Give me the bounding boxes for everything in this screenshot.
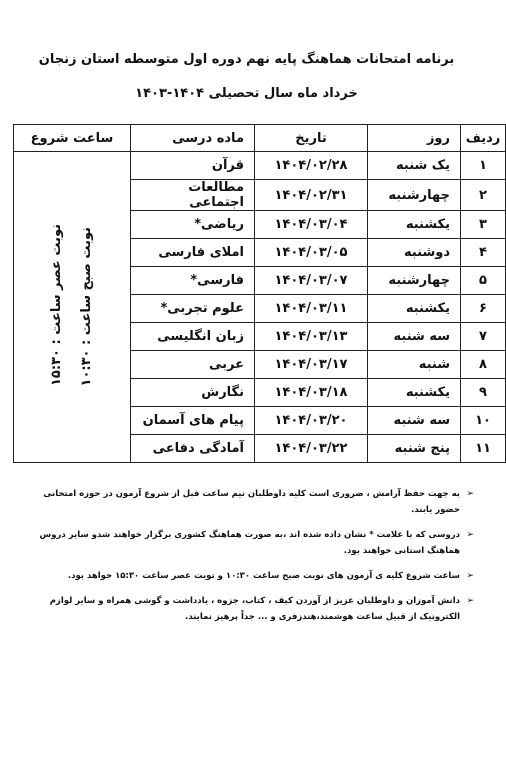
- row-day: شنبه: [368, 351, 461, 379]
- row-day: یکشنبه: [368, 379, 461, 407]
- header-start-time: ساعت شروع: [14, 125, 131, 152]
- arrow-bullet-icon: ➢: [466, 489, 474, 499]
- row-day: پنج شنبه: [368, 435, 461, 463]
- row-number: ۵: [461, 267, 506, 295]
- row-number: ۲: [461, 180, 506, 211]
- row-subject: عربی: [131, 351, 255, 379]
- row-date: ۱۴۰۴/۰۳/۰۷: [255, 267, 368, 295]
- note-item: [22, 593, 474, 625]
- exam-schedule-table: [13, 124, 506, 463]
- row-number: ۱۱: [461, 435, 506, 463]
- row-date: ۱۴۰۴/۰۳/۰۴: [255, 211, 368, 239]
- row-subject: زبان انگلیسی: [131, 323, 255, 351]
- note-text: به جهت حفظ آرامش ، ضروری است کلیه داوطلبان نیم ساعت قبل از شروع آزمون در حوزه امتحانی حضور یابند.: [43, 489, 460, 515]
- row-date: ۱۴۰۴/۰۳/۰۵: [255, 239, 368, 267]
- row-number: ۱: [461, 152, 506, 180]
- row-date: ۱۴۰۴/۰۳/۱۷: [255, 351, 368, 379]
- row-number: ۸: [461, 351, 506, 379]
- document-subtitle: خرداد ماه سال تحصیلی ۱۴۰۴-۱۴۰۳: [135, 86, 358, 101]
- note-item: [22, 527, 474, 559]
- row-subject: علوم تجربی*: [131, 295, 255, 323]
- header-subject: ماده درسی: [131, 125, 255, 152]
- row-date: ۱۴۰۴/۰۳/۲۰: [255, 407, 368, 435]
- row-day: سه شنبه: [368, 323, 461, 351]
- note-text: ساعت شروع کلیه ی آزمون های نوبت صبح ساعت ۱۰:۳۰ و نوبت عصر ساعت ۱۵:۳۰ خواهد بود.: [67, 571, 460, 581]
- note-item: [22, 568, 474, 584]
- row-day: یکشنبه: [368, 211, 461, 239]
- row-date: ۱۴۰۴/۰۳/۲۲: [255, 435, 368, 463]
- arrow-bullet-icon: ➢: [466, 530, 474, 540]
- arrow-bullet-icon: ➢: [466, 596, 474, 606]
- row-day: یکشنبه: [368, 295, 461, 323]
- afternoon-session-time: نوبت عصر ساعت : ۱۵:۳۰: [48, 224, 64, 386]
- row-number: ۱۰: [461, 407, 506, 435]
- note-text: دروسی که با علامت * نشان داده شده اند ،به صورت هماهنگ کشوری برگزار خواهند شدو سایر دروس هماهنگ استانی خواهند بود.: [39, 530, 460, 556]
- row-subject: فارسی*: [131, 267, 255, 295]
- row-date: ۱۴۰۴/۰۳/۱۸: [255, 379, 368, 407]
- row-subject: نگارش: [131, 379, 255, 407]
- row-day: یک شنبه: [368, 152, 461, 180]
- row-subject: قرآن: [131, 152, 255, 180]
- arrow-bullet-icon: ➢: [466, 571, 474, 581]
- row-subject: آمادگی دفاعی: [131, 435, 255, 463]
- row-number: ۶: [461, 295, 506, 323]
- table-header-row: [14, 125, 506, 152]
- row-date: ۱۴۰۴/۰۲/۳۱: [255, 180, 368, 211]
- row-number: ۹: [461, 379, 506, 407]
- row-date: ۱۴۰۴/۰۳/۱۳: [255, 323, 368, 351]
- note-item: [22, 486, 474, 518]
- note-text: دانش آموزان و داوطلبان عزیز از آوردن کیف ، کتاب، جزوه ، یادداشت و گوشی همراه و سایر لوازم الکترونیک از قبیل ساعت هوشمند،هندزفری و ... جداً پرهیز نمایند.: [49, 596, 460, 622]
- row-day: چهارشنبه: [368, 267, 461, 295]
- row-date: ۱۴۰۴/۰۳/۱۱: [255, 295, 368, 323]
- row-number: ۴: [461, 239, 506, 267]
- document-title: برنامه امتحانات هماهنگ پایه نهم دوره اول متوسطه استان زنجان: [38, 52, 455, 67]
- table-row: [14, 152, 506, 180]
- row-day: دوشنبه: [368, 239, 461, 267]
- notes-list: [22, 486, 474, 634]
- header-day: روز: [368, 125, 461, 152]
- row-number: ۷: [461, 323, 506, 351]
- header-row-number: ردیف: [461, 125, 506, 152]
- row-subject: ریاضی*: [131, 211, 255, 239]
- row-subject: املای فارسی: [131, 239, 255, 267]
- row-number: ۳: [461, 211, 506, 239]
- row-subject: پیام های آسمان: [131, 407, 255, 435]
- start-time-cell: [14, 152, 131, 463]
- morning-session-time: نوبت صبح ساعت : ۱۰:۳۰: [79, 226, 95, 386]
- row-day: سه شنبه: [368, 407, 461, 435]
- row-date: ۱۴۰۴/۰۲/۲۸: [255, 152, 368, 180]
- header-date: تاریخ: [255, 125, 368, 152]
- row-subject: مطالعات اجتماعی: [131, 180, 255, 211]
- row-day: چهارشنبه: [368, 180, 461, 211]
